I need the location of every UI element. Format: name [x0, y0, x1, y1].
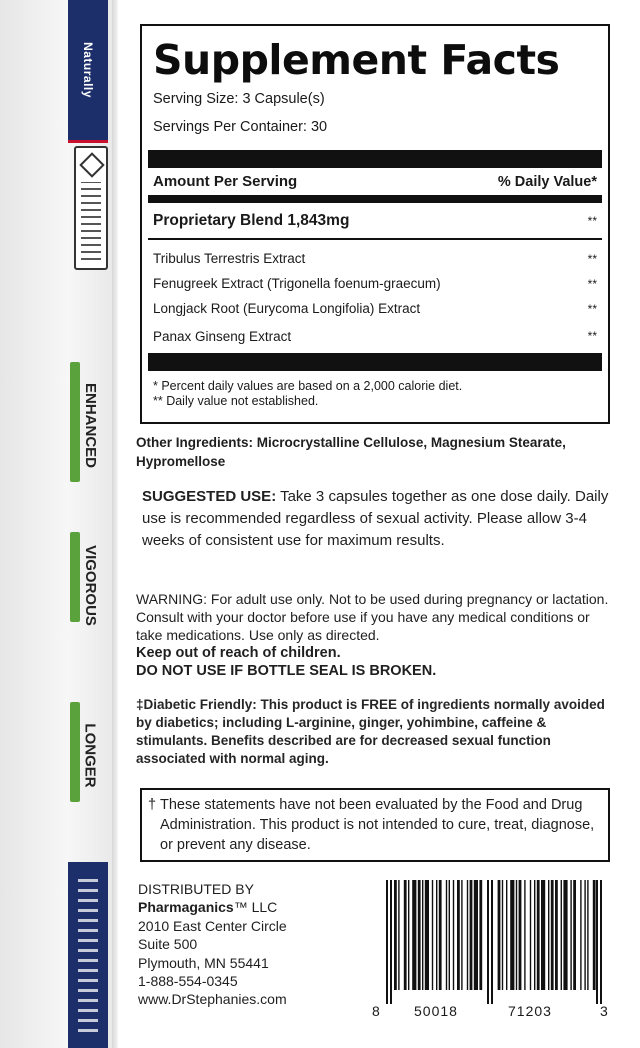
warning-block: [136, 590, 616, 680]
box-side-panel: [0, 0, 112, 1048]
divider-medium: [148, 195, 602, 203]
ingredient-dv: **: [587, 329, 597, 343]
ingredient-name: Longjack Root (Eurycoma Longifolia) Extract: [153, 301, 421, 316]
ingredient-dv: **: [587, 276, 597, 291]
ingredient-row: [148, 271, 602, 296]
side-bottom-strip: [68, 862, 108, 1048]
blend-name: Proprietary Blend 1,843mg: [153, 211, 350, 229]
diabetic-friendly-note: ‡Diabetic Friendly: This product is FREE of ingredients normally avoided by diabetics; including L-arginine, ginger, yohimbine, caffeine & stimulants. Benefits described are for decreased sexual function associated with normal aging.: [136, 697, 605, 766]
distributor-address-1: 2010 East Center Circle: [138, 917, 287, 934]
distributor-address-2: Suite 500: [138, 936, 198, 953]
ingredient-dv: **: [587, 301, 597, 316]
distributor-block: [138, 880, 287, 1009]
serving-size: Serving Size: 3 Capsule(s): [153, 91, 325, 107]
suggested-use-label: SUGGESTED USE:: [142, 488, 277, 505]
barcode-icon: [372, 880, 612, 1004]
divider-thick: [148, 150, 602, 168]
barcode-left-group: 50018: [414, 1003, 458, 1019]
side-brand-strip: [68, 0, 108, 143]
amount-header: Amount Per Serving: [153, 173, 298, 190]
footnote-not-established: ** Daily value not established.: [153, 394, 319, 408]
dv-header: % Daily Value*: [497, 173, 597, 190]
side-word-enhanced: ENHANCED: [81, 382, 99, 468]
blend-dv: **: [587, 213, 597, 228]
distributor-website: www.DrStephanies.com: [138, 991, 287, 1008]
barcode-lead-digit: 8: [372, 1003, 380, 1019]
suggested-use-text: Take 3 capsules together as one dose daily. Daily use is recommended regardless of sexual activity. Please allow 3-4 weeks of consistent use for maximum results.: [142, 488, 609, 549]
divider-thick: [148, 353, 602, 371]
label-panel: [118, 0, 640, 1048]
side-top-text: Naturally: [81, 42, 96, 98]
footnote-daily-values: * Percent daily values are based on a 2,000 calorie diet.: [153, 379, 463, 393]
seal-warning-text: DO NOT USE IF BOTTLE SEAL IS BROKEN.: [136, 663, 437, 679]
ingredient-row: [148, 296, 602, 321]
other-ingredients: Other Ingredients: Microcrystalline Cellulose, Magnesium Stearate, Hypromellose: [136, 435, 566, 469]
ingredient-dv: **: [587, 251, 597, 266]
fda-disclaimer: [140, 788, 610, 862]
amount-header-row: [148, 168, 602, 195]
ingredient-row: [148, 246, 602, 271]
distributor-phone: 1-888-554-0345: [138, 973, 238, 990]
supplement-facts-panel: [140, 24, 610, 424]
suggested-use: [142, 486, 622, 552]
distributor-heading: DISTRIBUTED BY: [138, 881, 254, 897]
distributor-city: Plymouth, MN 55441: [138, 954, 269, 971]
distributor-company: Pharmaganics™ LLC: [138, 899, 278, 916]
upc-barcode: [372, 880, 612, 1020]
facts-title: Supplement Facts: [153, 36, 560, 84]
barcode-check-digit: 3: [600, 1003, 608, 1019]
side-word-vigorous: VIGOROUS: [81, 544, 99, 626]
keep-out-text: Keep out of reach of children.: [136, 645, 341, 661]
ingredient-name: Tribulus Terrestris Extract: [153, 251, 306, 266]
ingredient-row: [148, 321, 602, 351]
ingredient-name: Fenugreek Extract (Trigonella foenum-graecum): [153, 276, 441, 291]
side-badge-icon: [74, 146, 108, 270]
ingredient-name: Panax Ginseng Extract: [153, 328, 292, 344]
disclaimer-text: These statements have not been evaluated by the Food and Drug Administration. This product is not intended to cure, treat, diagnose, or prevent any disease.: [160, 797, 595, 853]
servings-per-container: Servings Per Container: 30: [153, 119, 328, 135]
side-word-longer: LONGER: [81, 722, 99, 788]
dagger-symbol: †: [148, 797, 157, 813]
warning-text: WARNING: For adult use only. Not to be used during pregnancy or lactation. Consult with your doctor before use if you have any medical conditions or take medications. Use only as directed.: [136, 591, 609, 643]
blend-row: [148, 203, 602, 238]
barcode-right-group: 71203: [508, 1003, 552, 1019]
